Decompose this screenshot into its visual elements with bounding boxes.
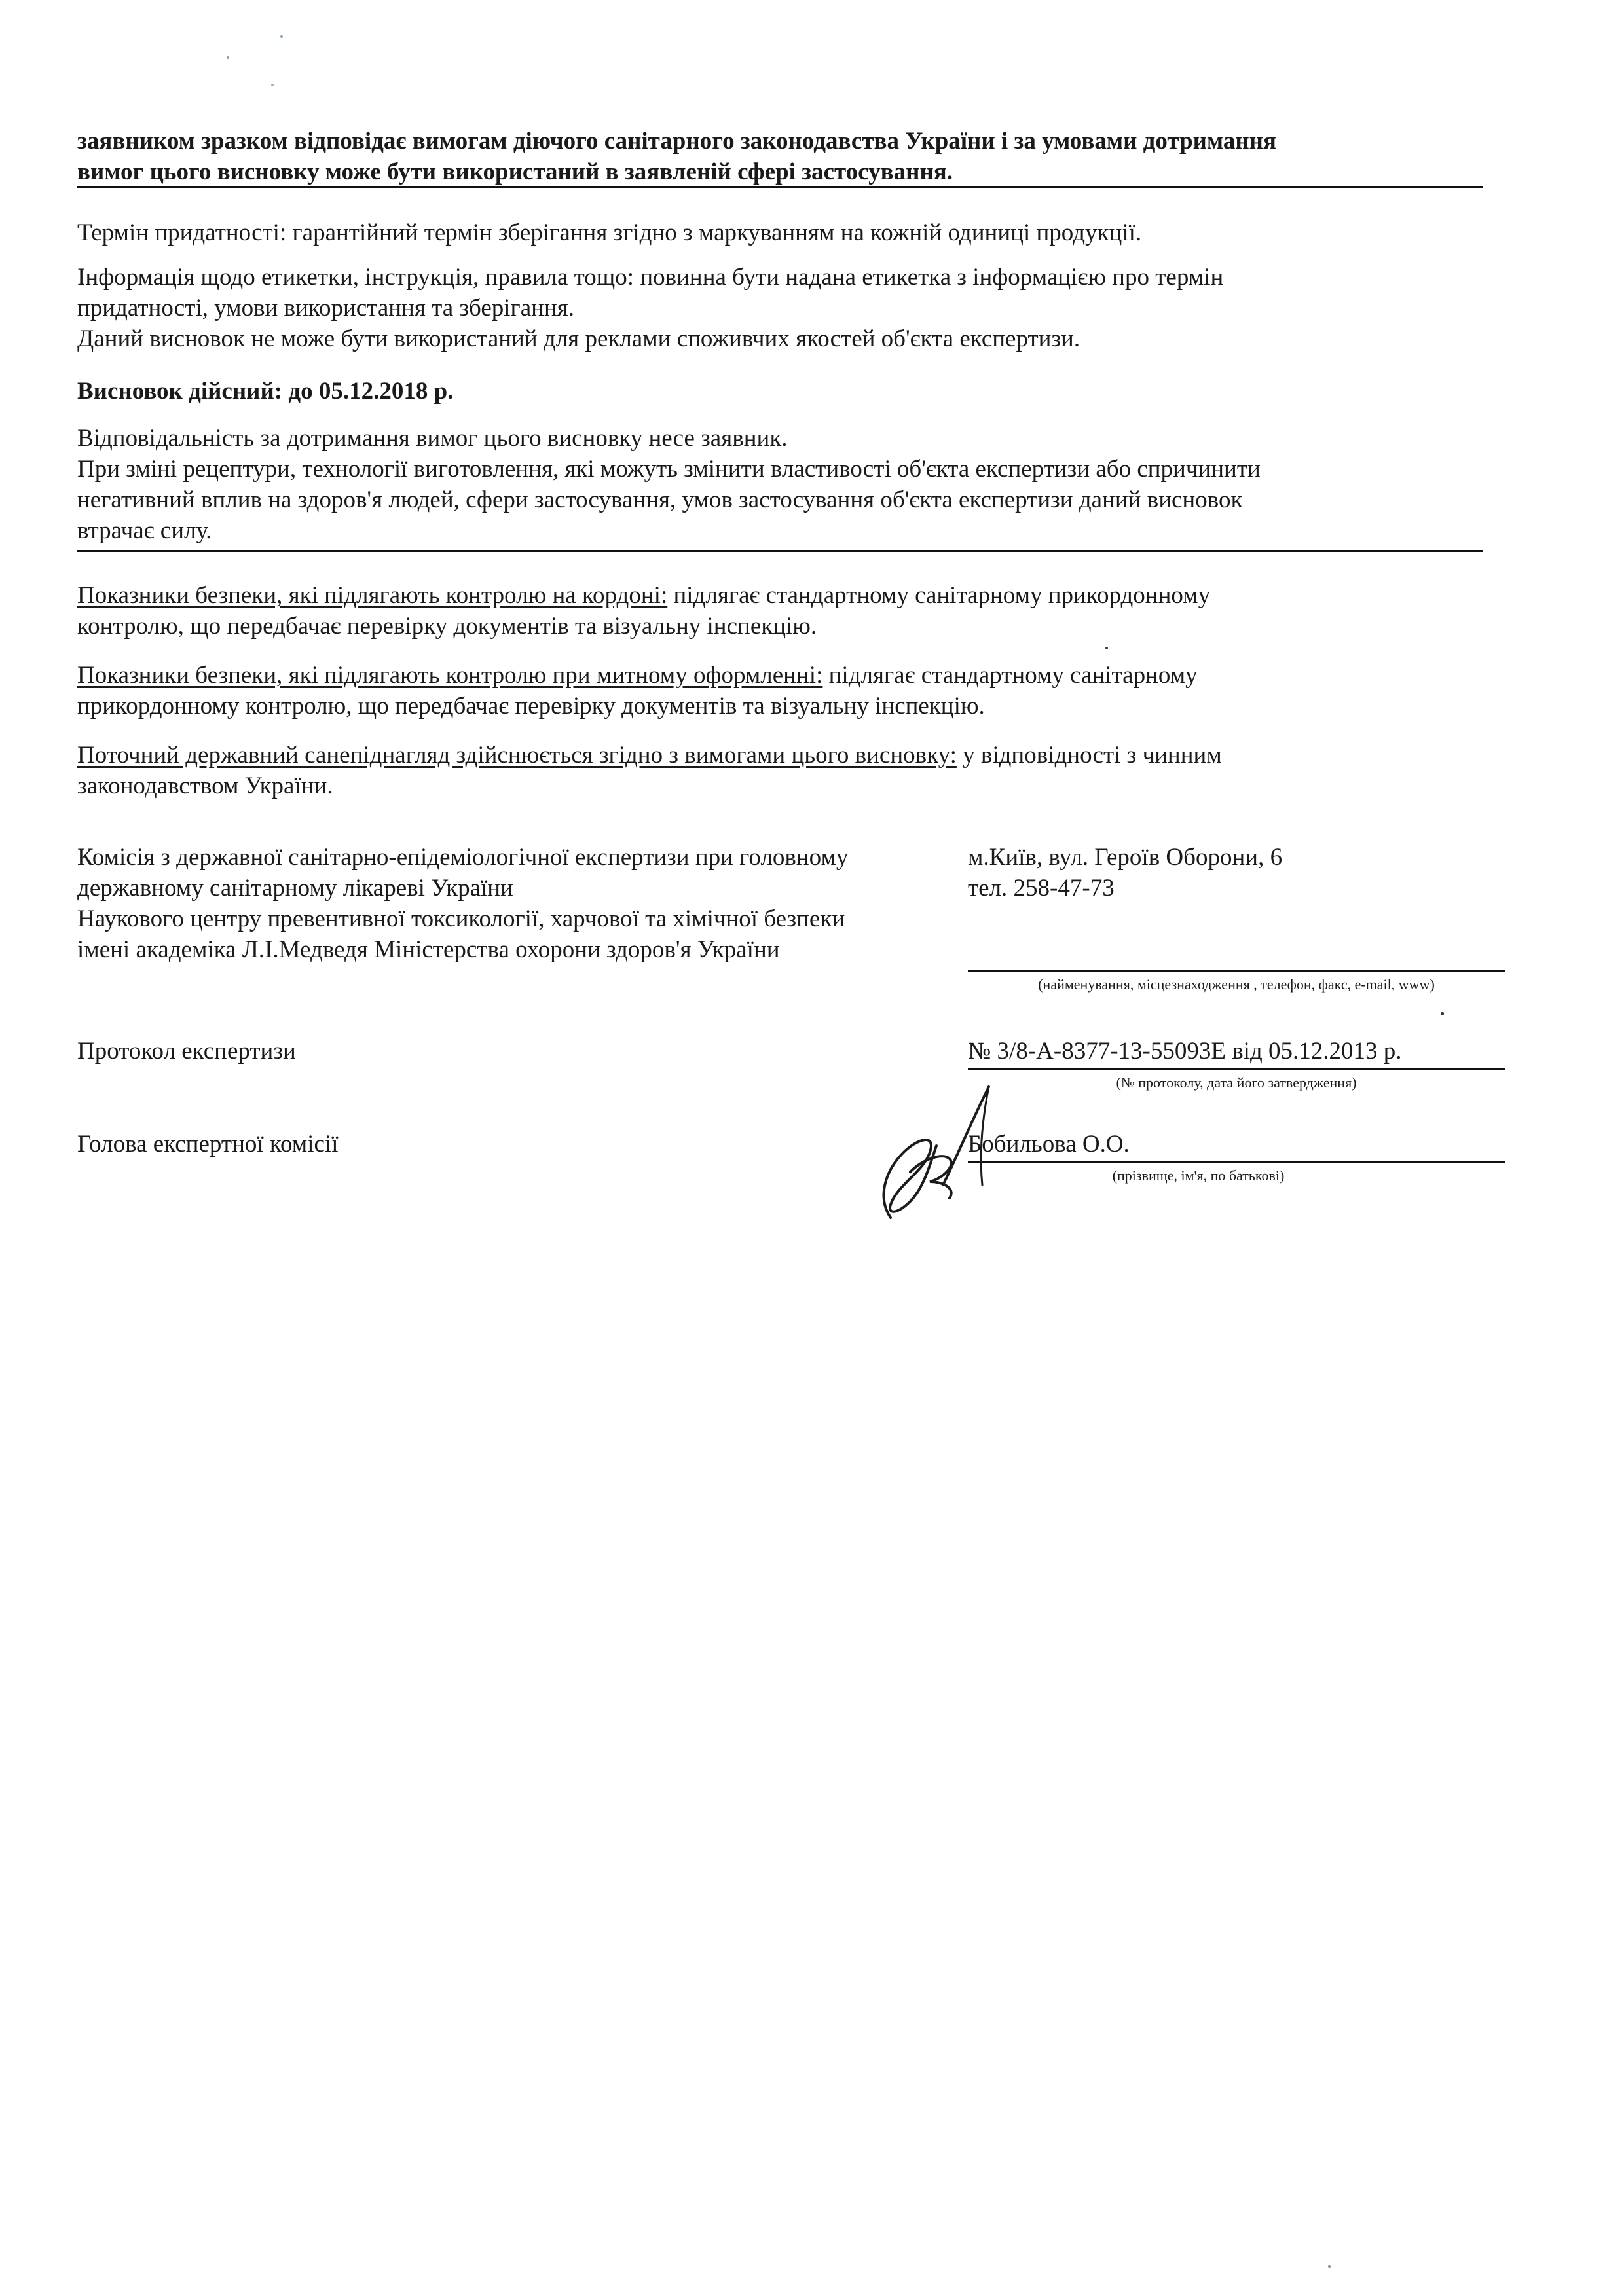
address-block (968, 842, 1544, 903)
chair-caption: (прізвище, ім'я, по батькові) (1112, 1167, 1285, 1184)
protocol-value: № 3/8-А-8377-13-55093Е від 05.12.2013 р. (968, 1038, 1402, 1065)
scan-speck (271, 84, 274, 86)
address-caption: (найменування, місцезнаходження , телефон, факс, e-mail, www) (1038, 976, 1435, 993)
signature-mark (851, 1074, 1008, 1231)
conclusion-line-1: заявником зразком відповідає вимогам діючого санітарного законодавства України і за умовами дотримання (77, 128, 1276, 155)
commission-line-3: Наукового центру превентивної токсикології, харчової та хімічної безпеки (77, 905, 845, 932)
commission-block (77, 842, 955, 965)
responsibility-line-4: втрачає силу. (77, 517, 212, 544)
responsibility-line-2: При зміні рецептури, технології виготовлення, які можуть змінити властивості об'єкта експертизи або спричинити (77, 456, 1261, 483)
scan-speck (280, 35, 283, 38)
border-control-paragraph (77, 580, 1480, 642)
conclusion-line-2: вимог цього висновку може бути використаний в заявленій сфері застосування. (77, 158, 953, 185)
border-control-label: Показники безпеки, які підлягають контролю на кордоні: (77, 582, 668, 609)
commission-line-4: імені академіка Л.І.Медведя Міністерства охорони здоров'я України (77, 936, 780, 963)
label-info-paragraph (77, 262, 1480, 354)
protocol-label: Протокол експертизи (77, 1038, 296, 1065)
address-underline (968, 970, 1505, 972)
responsibility-line-1: Відповідальність за дотримання вимог цього висновку несе заявник. (77, 425, 788, 452)
border-control-text: підлягає стандартному санітарному прикордонному (667, 582, 1211, 609)
shelf-life-paragraph: Термін придатності: гарантійний термін зберігання згідно з маркуванням на кожній одиниці продукції. (77, 219, 1142, 246)
address-line-1: м.Київ, вул. Героїв Оборони, 6 (968, 844, 1283, 871)
protocol-caption: (№ протоколу, дата його затвердження) (1116, 1074, 1357, 1091)
validity-statement: Висновок дійсний: до 05.12.2018 р. (77, 378, 454, 405)
customs-control-label: Показники безпеки, які підлягають контролю при митному оформленні: (77, 662, 823, 689)
supervision-text-2: законодавством України. (77, 773, 333, 799)
protocol-underline (968, 1068, 1505, 1070)
scan-speck (1441, 1012, 1444, 1015)
supervision-paragraph (77, 740, 1480, 801)
scan-speck (227, 56, 229, 59)
label-info-line-3: Даний висновок не може бути використаний для реклами споживчих якостей об'єкта експертизи. (77, 325, 1080, 352)
chair-label: Голова експертної комісії (77, 1131, 339, 1157)
responsibility-line-3: негативний вплив на здоров'я людей, сфери застосування, умов застосування об'єкта експертизи даний висновок (77, 486, 1243, 513)
responsibility-paragraph (77, 423, 1480, 546)
supervision-text: у відповідності з чинним (956, 742, 1222, 769)
address-line-2: тел. 258-47-73 (968, 875, 1115, 902)
customs-control-text-2: прикордонному контролю, що передбачає перевірку документів та візуальну інспекцію. (77, 693, 985, 720)
border-control-text-2: контролю, що передбачає перевірку документів та візуальну інспекцію. (77, 613, 817, 640)
label-info-line-1: Інформація щодо етикетки, інструкція, правила тощо: повинна бути надана етикетка з інформацією про термін (77, 264, 1224, 291)
conclusion-statement (77, 126, 1480, 187)
label-info-line-2: придатності, умови використання та зберігання. (77, 295, 575, 321)
commission-line-2: державному санітарному лікареві України (77, 875, 513, 902)
supervision-label: Поточний державний санепіднагляд здійснюється згідно з вимогами цього висновку: (77, 742, 957, 769)
section-divider (77, 186, 1483, 188)
customs-control-paragraph (77, 660, 1480, 721)
chair-underline (968, 1161, 1505, 1163)
commission-line-1: Комісія з державної санітарно-епідеміологічної експертизи при головному (77, 844, 849, 871)
scan-speck (1328, 2265, 1331, 2268)
section-divider (77, 550, 1483, 552)
chair-name: Бобильова О.О. (968, 1131, 1130, 1157)
customs-control-text: підлягає стандартному санітарному (822, 662, 1198, 689)
scan-speck (1105, 647, 1108, 649)
